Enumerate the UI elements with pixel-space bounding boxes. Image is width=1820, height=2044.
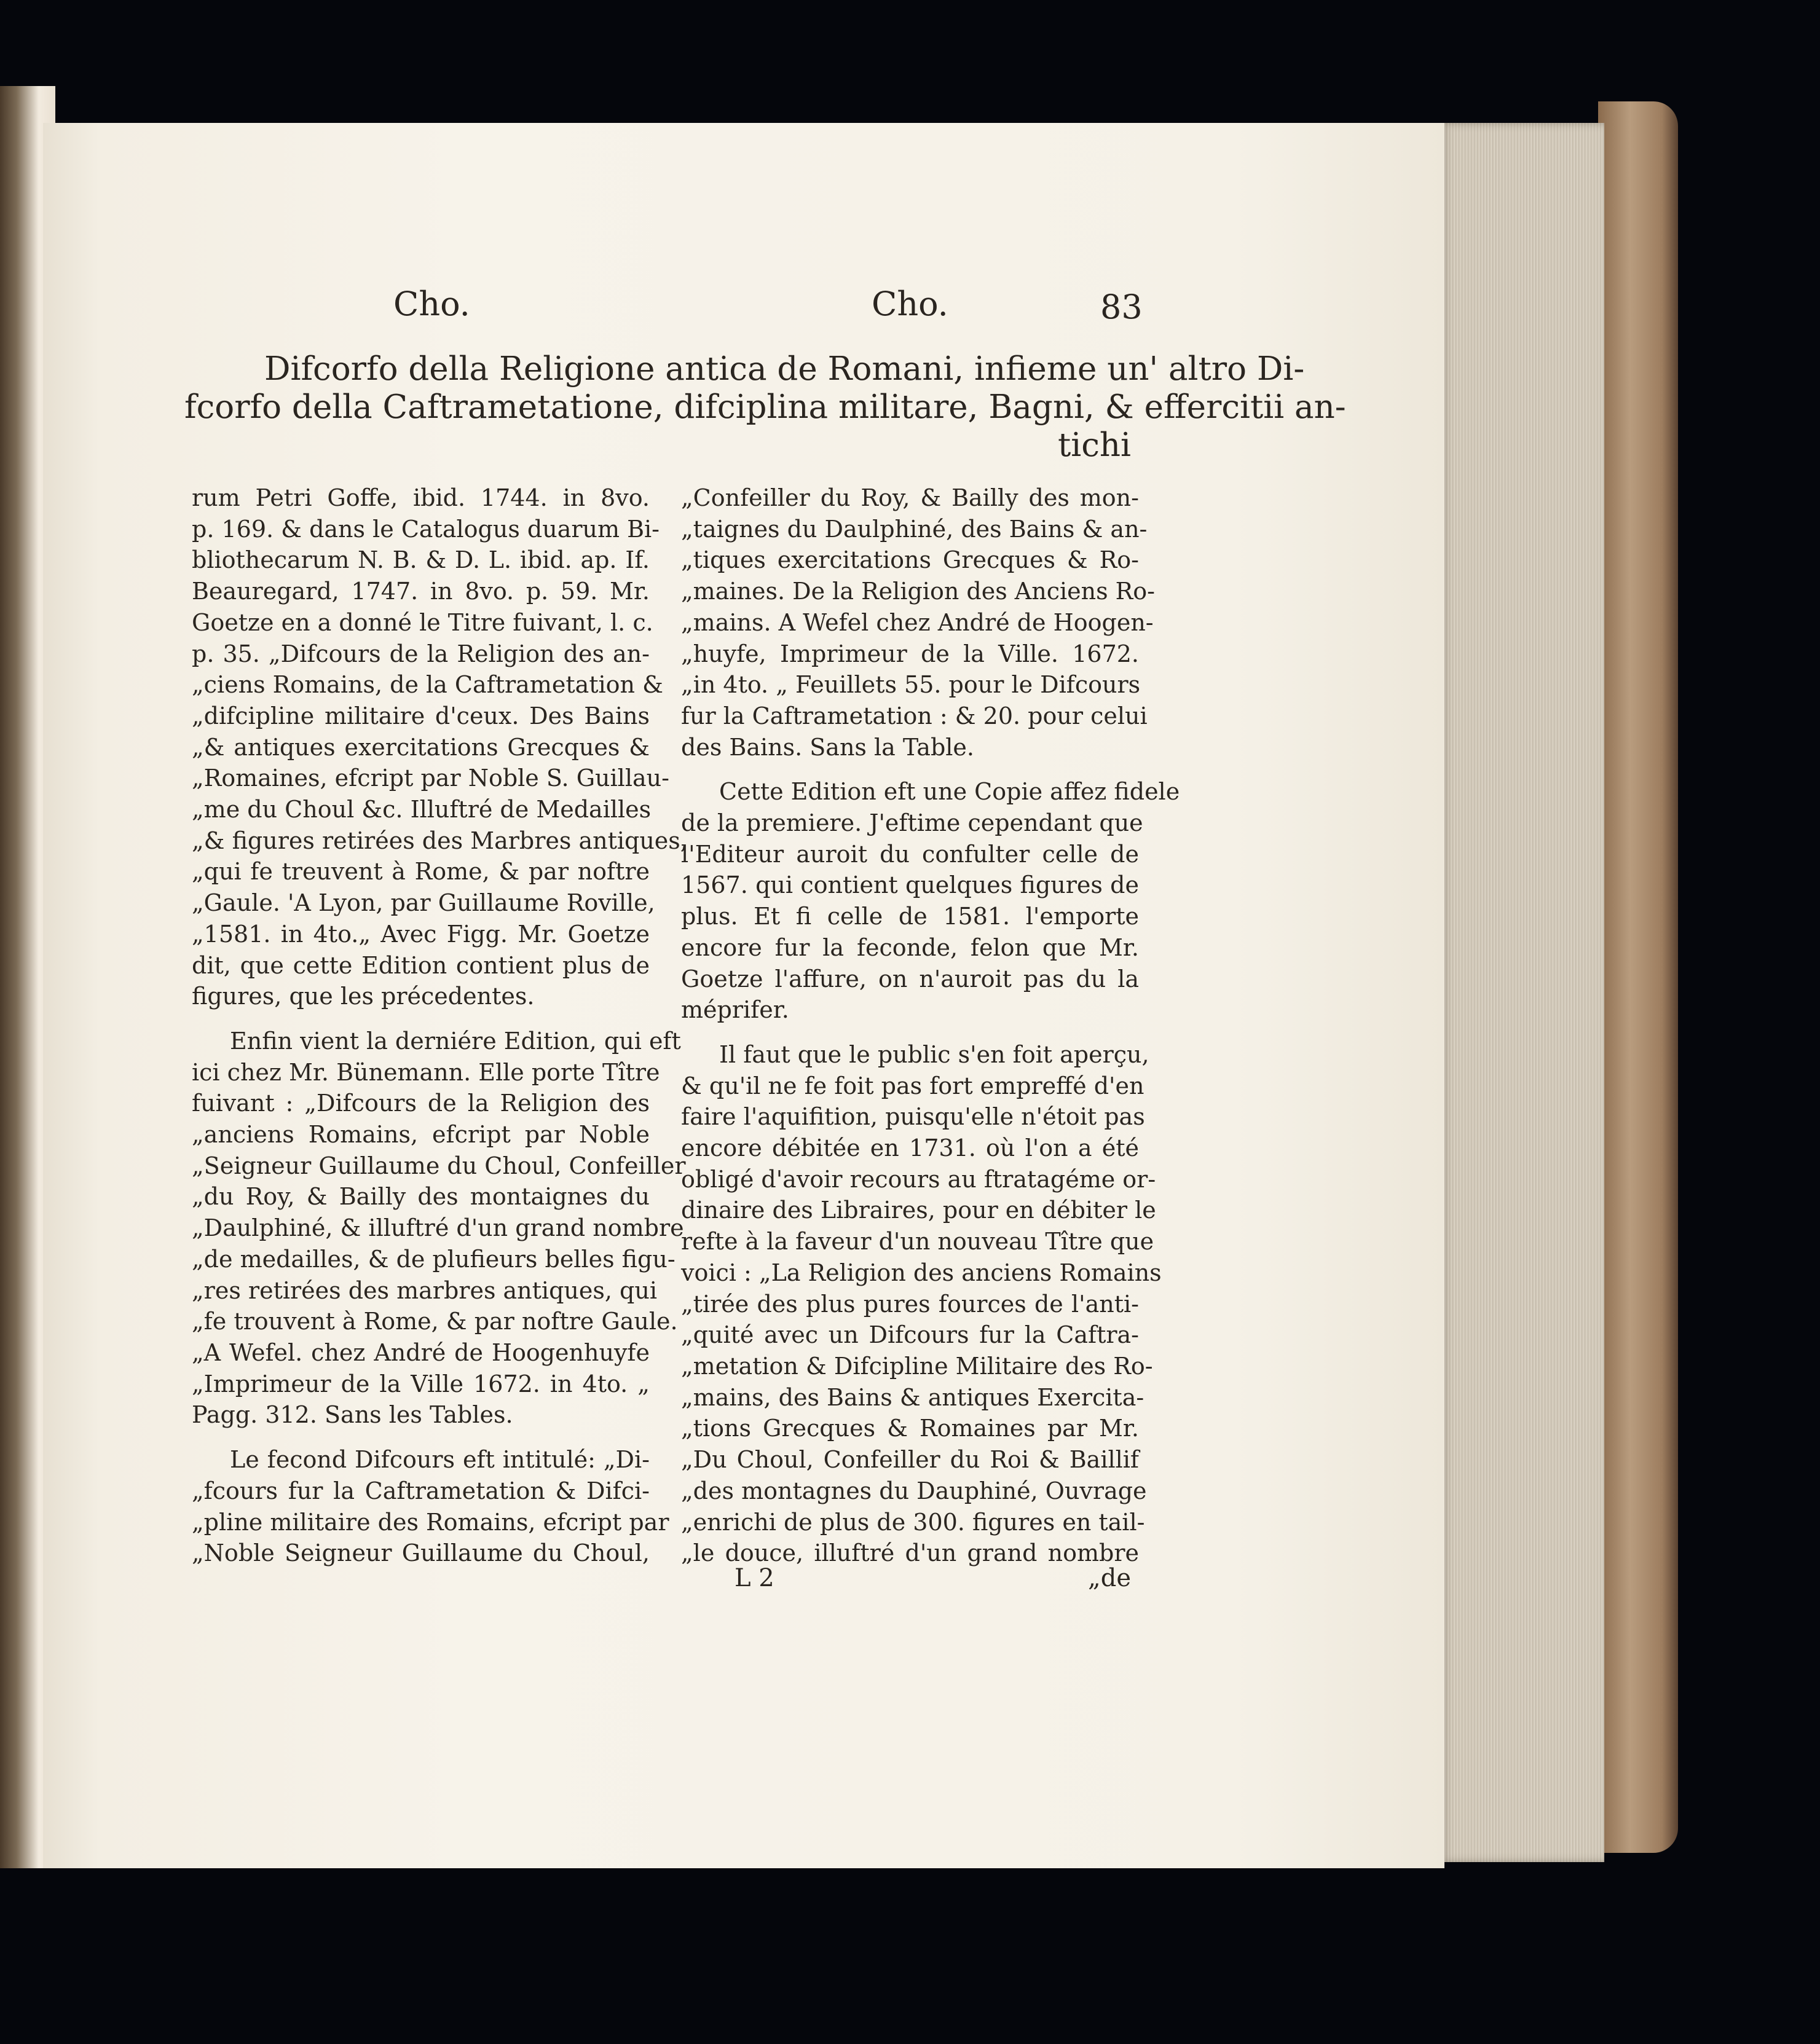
text-line: de la premiere. J'eftime cependant que xyxy=(681,809,1143,837)
text-line: encore fur la feconde, felon que Mr. xyxy=(681,934,1139,961)
text-line: Il faut que le public s'en foit aperçu, xyxy=(719,1040,1149,1068)
text-line: figures, que les précedentes. xyxy=(192,983,535,1010)
text-line: „mains. A Wefel chez André de Hoogen- xyxy=(681,608,1154,636)
text-line: „Daulphiné, & illuftré d'un grand nombre xyxy=(192,1214,684,1242)
text-line: „maines. De la Religion des Anciens Ro- xyxy=(681,578,1156,605)
title-line: fcorfo della Caftrametatione, difciplina militare, Bagni, & effercitii an- xyxy=(184,388,1346,426)
text-line: dinaire des Libraires, pour en débiter le xyxy=(681,1197,1156,1224)
catchword: „de xyxy=(1088,1564,1131,1592)
text-line: Goetze en a donné le Titre fuivant, l. c. xyxy=(192,608,653,636)
text-line: „Seigneur Guillaume du Choul, Confeiller xyxy=(192,1152,686,1179)
text-line: Goetze l'affure, on n'auroit pas du la xyxy=(681,965,1139,993)
text-line: „fcours fur la Caftrametation & Difci- xyxy=(192,1477,650,1504)
text-line: „A Wefel. chez André de Hoogenhuyfe xyxy=(192,1338,650,1366)
text-line: „& antiques exercitations Grecques & xyxy=(192,733,650,761)
entry-title xyxy=(184,350,1346,465)
text-line: „in 4to. „ Feuillets 55. pour le Difcours xyxy=(681,671,1141,699)
text-line: fuivant : „Difcours de la Religion des xyxy=(192,1090,650,1117)
text-line: „1581. in 4to.„ Avec Figg. Mr. Goetze xyxy=(192,920,650,948)
text-line: & qu'il ne fe foit pas fort empreffé d'en xyxy=(681,1072,1144,1099)
text-line: „ciens Romains, de la Caftrametation & xyxy=(192,671,663,699)
text-line: „difcipline militaire d'ceux. Des Bains xyxy=(192,702,650,729)
running-head-center: Cho. xyxy=(872,285,948,323)
text-line: méprifer. xyxy=(681,996,789,1024)
text-line: Enfin vient la derniére Edition, qui eft xyxy=(230,1027,681,1055)
text-line: „mains, des Bains & antiques Exercita- xyxy=(681,1383,1144,1411)
paragraph-gap xyxy=(681,1026,1139,1039)
text-line: „metation & Difcipline Militaire des Ro- xyxy=(681,1352,1153,1380)
text-line: „taignes du Daulphiné, des Bains & an- xyxy=(681,515,1148,543)
text-line: „anciens Romains, efcript par Noble xyxy=(192,1121,650,1149)
signature-mark: L 2 xyxy=(735,1564,774,1592)
text-line: „Confeiller du Roy, & Bailly des mon- xyxy=(681,484,1139,511)
text-line: „Du Choul, Confeiller du Roi & Baillif xyxy=(681,1446,1139,1474)
text-line: „fe trouvent à Rome, & par noftre Gaule. xyxy=(192,1308,678,1335)
paragraph-gap xyxy=(681,763,1139,776)
text-line: „me du Choul &c. Illuftré de Medailles xyxy=(192,796,652,823)
text-line: Cette Edition eft une Copie affez fidele xyxy=(719,778,1180,806)
text-line: „tiques exercitations Grecques & Ro- xyxy=(681,546,1139,574)
text-line: rum Petri Goffe, ibid. 1744. in 8vo. xyxy=(192,484,650,511)
text-line: dit, que cette Edition contient plus de xyxy=(192,951,650,979)
text-line: „qui fe treuvent à Rome, & par noftre xyxy=(192,858,650,886)
text-line: plus. Et fi celle de 1581. l'emporte xyxy=(681,903,1139,930)
text-line: „du Roy, & Bailly des montaignes du xyxy=(192,1183,650,1211)
text-line: Beauregard, 1747. in 8vo. p. 59. Mr. xyxy=(192,578,650,605)
text-line: ici chez Mr. Bünemann. Elle porte Tître xyxy=(192,1058,660,1086)
text-line: obligé d'avoir recours au ftratagéme or- xyxy=(681,1165,1156,1193)
text-line: „enrichi de plus de 300. figures en tail- xyxy=(681,1508,1145,1536)
text-line: „quité avec un Difcours fur la Caftra- xyxy=(681,1321,1139,1349)
text-line: „de medailles, & de plufieurs belles figu- xyxy=(192,1245,676,1273)
text-line: fur la Caftrametation : & 20. pour celui xyxy=(681,702,1148,729)
text-line: „Gaule. 'A Lyon, par Guillaume Roville, xyxy=(192,889,655,917)
left-column xyxy=(192,482,688,1569)
text-line: „Imprimeur de la Ville 1672. in 4to. „ xyxy=(192,1370,650,1397)
text-line: bliothecarum N. B. & D. L. ibid. ap. If. xyxy=(192,546,650,574)
text-line: „des montagnes du Dauphiné, Ouvrage xyxy=(681,1477,1147,1504)
text-line: encore débitée en 1731. où l'on a été xyxy=(681,1134,1139,1162)
text-line: p. 35. „Difcours de la Religion des an- xyxy=(192,640,650,667)
paragraph-gap xyxy=(192,1012,650,1026)
text-line: „le douce, illuftré d'un grand nombre xyxy=(681,1539,1139,1567)
text-line: „Noble Seigneur Guillaume du Choul, xyxy=(192,1539,650,1567)
text-line: l'Editeur auroit du confulter celle de xyxy=(681,840,1139,868)
text-line: „tions Grecques & Romaines par Mr. xyxy=(681,1415,1139,1442)
text-line: „res retirées des marbres antiques, qui xyxy=(192,1276,657,1304)
title-line: Difcorfo della Religione antica de Romani, infieme un' altro Di- xyxy=(264,350,1305,388)
text-line: 1567. qui contient quelques figures de xyxy=(681,871,1139,899)
text-line: „tirée des plus pures fources de l'anti- xyxy=(681,1290,1139,1318)
running-head-left: Cho. xyxy=(393,285,470,323)
text-line: des Bains. Sans la Table. xyxy=(681,733,974,761)
right-column xyxy=(681,482,1180,1569)
text-line: faire l'aquifition, puisqu'elle n'étoit pas xyxy=(681,1103,1145,1131)
text-line: „pline militaire des Romains, efcript par xyxy=(192,1508,669,1536)
text-line: Le fecond Difcours eft intitulé: „Di- xyxy=(230,1446,650,1474)
text-line: Pagg. 312. Sans les Tables. xyxy=(192,1401,513,1429)
text-line: p. 169. & dans le Catalogus duarum Bi- xyxy=(192,515,660,543)
text-line: „Romaines, efcript par Noble S. Guillau- xyxy=(192,765,669,792)
paragraph-gap xyxy=(192,1431,650,1444)
text-line: voici : „La Religion des anciens Romains xyxy=(681,1259,1162,1286)
page-number: 83 xyxy=(1100,288,1143,326)
title-line: tichi xyxy=(1057,426,1131,464)
text-line: „huyfe, Imprimeur de la Ville. 1672. xyxy=(681,640,1139,667)
text-line: „& figures retirées des Marbres antiques, xyxy=(192,827,688,854)
text-line: refte à la faveur d'un nouveau Tître que xyxy=(681,1228,1154,1256)
